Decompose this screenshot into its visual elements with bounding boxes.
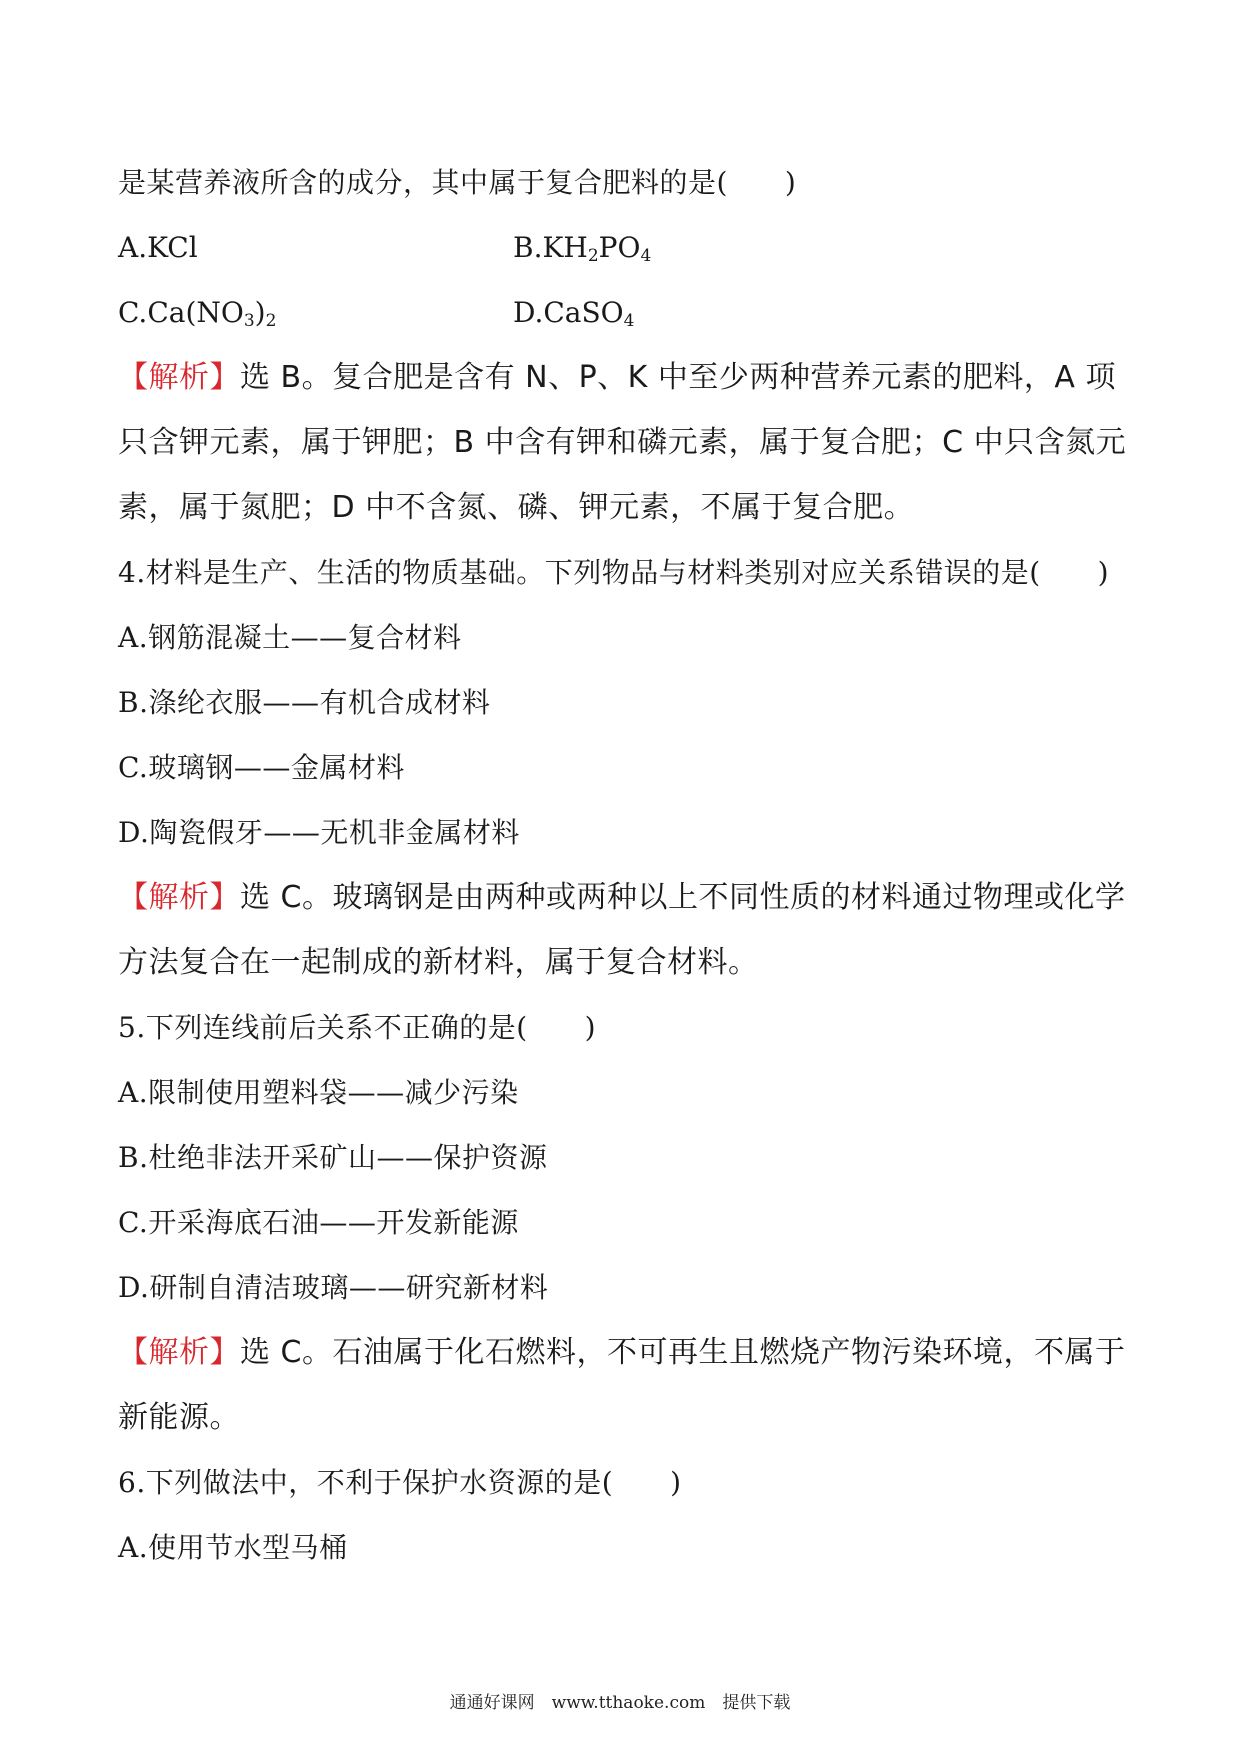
footer-source: 通通好课网 www.tthaoke.com 提供下载 bbox=[449, 1693, 791, 1713]
analysis-tag: 【解析】 bbox=[118, 1335, 240, 1370]
q5-option-a: A.限制使用塑料袋——减少污染 bbox=[118, 1076, 519, 1109]
q6-option-a: A.使用节水型马桶 bbox=[118, 1531, 348, 1564]
q4-option-a: A.钢筋混凝土——复合材料 bbox=[118, 621, 462, 654]
analysis-tag: 【解析】 bbox=[118, 880, 240, 915]
document-page bbox=[118, 150, 1128, 1580]
q5-option-c: C.开采海底石油——开发新能源 bbox=[118, 1206, 519, 1239]
q5-option-b: B.杜绝非法开采矿山——保护资源 bbox=[118, 1141, 548, 1174]
q3-option-b: $B.KH_2PO_4$ bbox=[513, 231, 652, 266]
q4-analysis-text: 选 C。玻璃钢是由两种或两种以上不同性质的材料通过物理或化学方法复合在一起制成的新材料，属于复合材料。 bbox=[118, 880, 1126, 980]
q5-analysis bbox=[118, 1320, 1128, 1450]
q5-option-d: D.研制自清洁玻璃——研究新材料 bbox=[118, 1271, 549, 1304]
q3-option-d: D.CaSO$_4$ bbox=[513, 296, 635, 331]
q3-stem: 是某营养液所含的成分，其中属于复合肥料的是( ) bbox=[118, 166, 797, 199]
q4-stem: 4.材料是生产、生活的物质基础。下列物品与材料类别对应关系错误的是( ) bbox=[118, 556, 1110, 589]
q3-options-row-1 bbox=[118, 215, 1128, 280]
q3-options-row-2 bbox=[118, 280, 1128, 345]
q4-option-c: C.玻璃钢——金属材料 bbox=[118, 751, 405, 784]
q3-analysis bbox=[118, 345, 1128, 540]
analysis-tag: 【解析】 bbox=[118, 360, 240, 395]
q5-analysis-text: 选 C。石油属于化石燃料，不可再生且燃烧产物污染环境，不属于新能源。 bbox=[118, 1335, 1126, 1435]
q4-analysis bbox=[118, 865, 1128, 995]
q3-analysis-text: 选 B。复合肥是含有 N、P、K 中至少两种营养元素的肥料，A 项只含钾元素，属于钾肥；B 中含有钾和磷元素，属于复合肥；C 中只含氮元素，属于氮肥；D 中不含氮、磷、钾元素，不属于复合肥。 bbox=[118, 360, 1127, 525]
q6-stem: 6.下列做法中，不利于保护水资源的是( ) bbox=[118, 1466, 682, 1499]
q4-option-b: B.涤纶衣服——有机合成材料 bbox=[118, 686, 491, 719]
q5-stem: 5.下列连线前后关系不正确的是( ) bbox=[118, 1011, 597, 1044]
q3-option-a: A.KCl bbox=[118, 231, 198, 264]
q4-option-d: D.陶瓷假牙——无机非金属材料 bbox=[118, 816, 520, 849]
q3-option-c: $C.Ca(NO_3)_2$ bbox=[118, 296, 277, 331]
